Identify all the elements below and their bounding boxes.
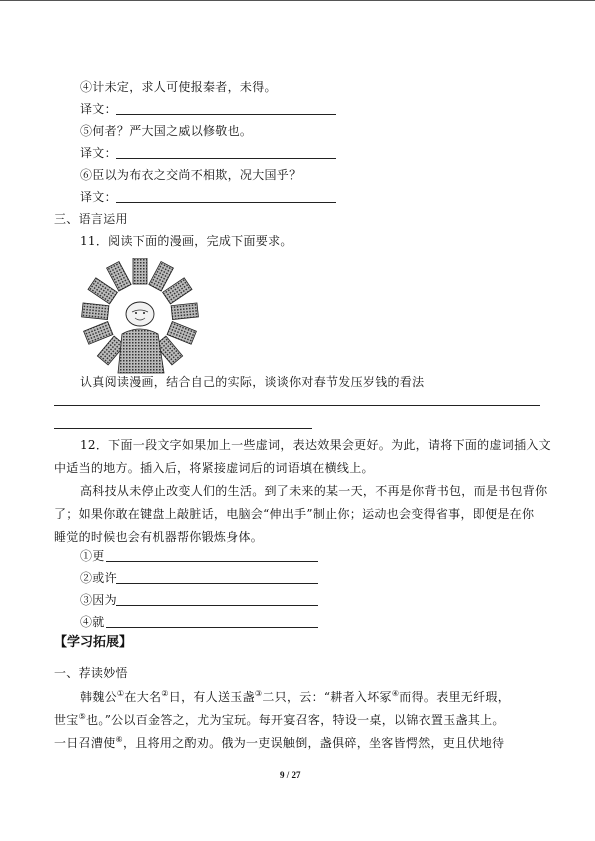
- q12-fill-1-line[interactable]: [106, 561, 318, 562]
- q12-passage-line-3: 睡觉的时候也会有机器帮你锻炼身体。: [54, 530, 264, 544]
- q10-item-5: ⑤何者？严大国之威以修敬也。: [80, 124, 253, 138]
- extension-heading: 【学习拓展】: [54, 635, 133, 650]
- q10-item-4: ④计未定，求人可使报秦者，未得。: [80, 80, 277, 94]
- q12-passage-line-2: 了；如果你敢在键盘上敲脏话，电脑会“伸出手”制止你；运动也会变得省事，即便是在你: [54, 507, 535, 521]
- q10-item-5-label: 译文：: [80, 146, 117, 160]
- q10-item-6-label: 译文：: [80, 190, 117, 204]
- q12-prompt-line-2: 中适当的地方。插入后，将紧接虚词后的词语填在横线上。: [54, 461, 374, 475]
- q12-fill-2-line[interactable]: [116, 583, 318, 584]
- extension-subheading: 一、荐读妙悟: [54, 666, 128, 680]
- header-rule: [0, 0, 595, 1]
- q12-fill-1-label: ①更: [80, 549, 105, 563]
- q11-prompt: 11．阅读下面的漫画，完成下面要求。: [80, 234, 293, 248]
- passage-line-3: 一日召漕使⑥，且将用之酌劝。俄为一吏误触倒，盏俱碎，坐客皆愕然，吏且伏地待: [54, 735, 505, 750]
- passage-line-1: 韩魏公①在大名②日，有人送玉盏③二只，云：“耕者入坏冢④而得。表里无纤瑕，: [80, 689, 510, 704]
- q10-item-4-answer-line[interactable]: [116, 114, 336, 115]
- q11-answer-line-1[interactable]: [54, 405, 540, 406]
- q12-fill-4-label: ④就: [80, 615, 105, 629]
- q10-item-4-label: 译文：: [80, 102, 117, 116]
- q11-task: 认真阅读漫画，结合自己的实际，谈谈你对春节发压岁钱的看法: [80, 375, 425, 389]
- page-number: 9 / 27: [280, 770, 301, 780]
- cartoon-image: [78, 258, 202, 378]
- section3-title: 三、语言运用: [54, 212, 128, 226]
- q11-answer-line-2[interactable]: [54, 428, 312, 429]
- q12-fill-3-label: ③因为: [80, 593, 117, 607]
- q10-item-6: ⑥臣以为布衣之交尚不相欺，况大国乎？: [80, 168, 302, 182]
- q10-item-6-answer-line[interactable]: [116, 202, 336, 203]
- q12-fill-4-line[interactable]: [106, 627, 318, 628]
- passage-line-2: 世宝⑤也。”公以百金答之，尤为宝玩。每开宴召客，特设一桌，以锦衣置玉盏其上。: [54, 712, 505, 727]
- q12-prompt-line-1: 12．下面一段文字如果加上一些虚词，表达效果会更好。为此，请将下面的虚词插入文: [80, 438, 551, 452]
- q12-fill-2-label: ②或许: [80, 571, 117, 585]
- q12-fill-3-line[interactable]: [116, 605, 318, 606]
- q10-item-5-answer-line[interactable]: [116, 158, 336, 159]
- q12-passage-line-1: 高科技从未停止改变人们的生活。到了未来的某一天，不再是你背书包，而是书包背你: [80, 484, 548, 498]
